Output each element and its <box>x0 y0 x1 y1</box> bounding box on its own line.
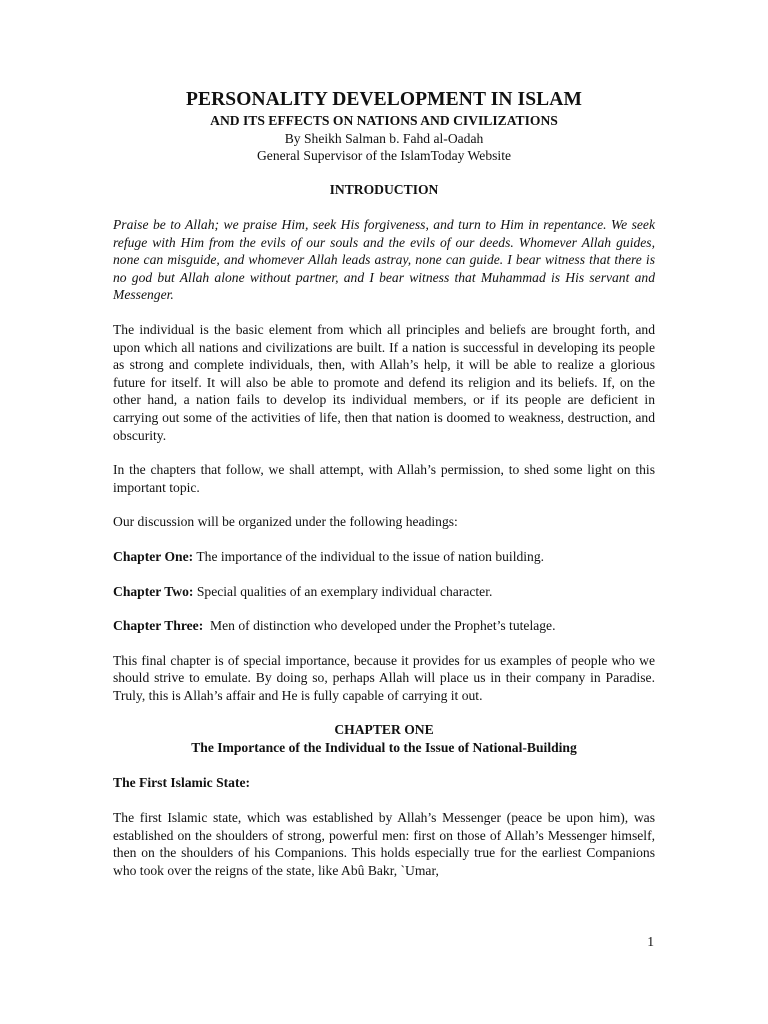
headings-paragraph: Our discussion will be organized under the following headings: <box>113 514 458 530</box>
introduction-heading: INTRODUCTION <box>329 182 439 197</box>
chapter-label: Chapter Two: <box>113 583 194 599</box>
chapter-one-title: The Importance of the Individual to the Issue of National-Building <box>191 740 577 756</box>
document-page <box>113 88 655 879</box>
chapter-description: Special qualities of an exemplary individual character. <box>193 583 493 599</box>
chapters-paragraph: In the chapters that follow, we shall attempt, with Allah’s permission, to shed some light on this important topic. <box>113 462 655 495</box>
page-number: 1 <box>647 934 654 949</box>
chapter-label: Chapter Three: <box>113 618 204 634</box>
final-chapter-paragraph: This final chapter is of special importance, because it provides for us examples of people who we should strive to emulate. By doing so, perhaps Allah will place us in their company in Paradise. Truly, this is Allah’s affair and He is fully capable of carrying it out. <box>113 652 655 703</box>
document-subtitle: AND ITS EFFECTS ON NATIONS AND CIVILIZATIONS <box>210 113 558 128</box>
author-role: General Supervisor of the IslamToday Website <box>256 148 512 163</box>
chapter-list-item <box>113 617 655 635</box>
individual-paragraph: The individual is the basic element from which all principles and beliefs are brought forth, and upon which all nations and civilizations are built. If a nation is successful in developing its people as strong and complete individuals, then, with Allah’s help, it will be able to realize a glorious future for itself. It will also be able to promote and defend its religion and its beliefs. If, on the other hand, a nation fails to develop its individual members, or if its people are deficient in carrying out some of the activities of life, then that nation is doomed to weakness, destruction, and obscurity. <box>113 321 655 443</box>
chapter-label: Chapter One: <box>113 548 194 564</box>
intro-praise-paragraph: Praise be to Allah; we praise Him, seek His forgiveness, and turn to Him in repentance. We seek refuge with Him from the evils of our souls and the evils of our deeds. Whomever Allah guides, none can misguide, and whomever Allah leads astray, none can guide. I bear witness that there is no god but Allah alone without partner, and I bear witness that Muhammad is His servant and Messenger. <box>113 217 655 303</box>
first-state-paragraph: The first Islamic state, which was established by Allah’s Messenger (peace be upon him), was established on the shoulders of strong, powerful men: first on those of Allah’s Messenger himself, then on the shoulders of his Companions. This holds especially true for the earliest Companions who took over the reigns of the state, like Abû Bakr, `Umar, <box>113 810 655 878</box>
chapter-list-item <box>113 583 655 601</box>
chapter-one-heading: CHAPTER ONE <box>334 722 434 738</box>
chapter-description: The importance of the individual to the issue of nation building. <box>193 548 545 564</box>
document-title: PERSONALITY DEVELOPMENT IN ISLAM <box>186 89 582 110</box>
author-line: By Sheikh Salman b. Fahd al-Oadah <box>284 131 484 146</box>
first-islamic-state-heading: The First Islamic State: <box>113 775 251 791</box>
chapter-description: Men of distinction who developed under the Prophet’s tutelage. <box>203 618 556 634</box>
chapter-list-item <box>113 548 655 566</box>
